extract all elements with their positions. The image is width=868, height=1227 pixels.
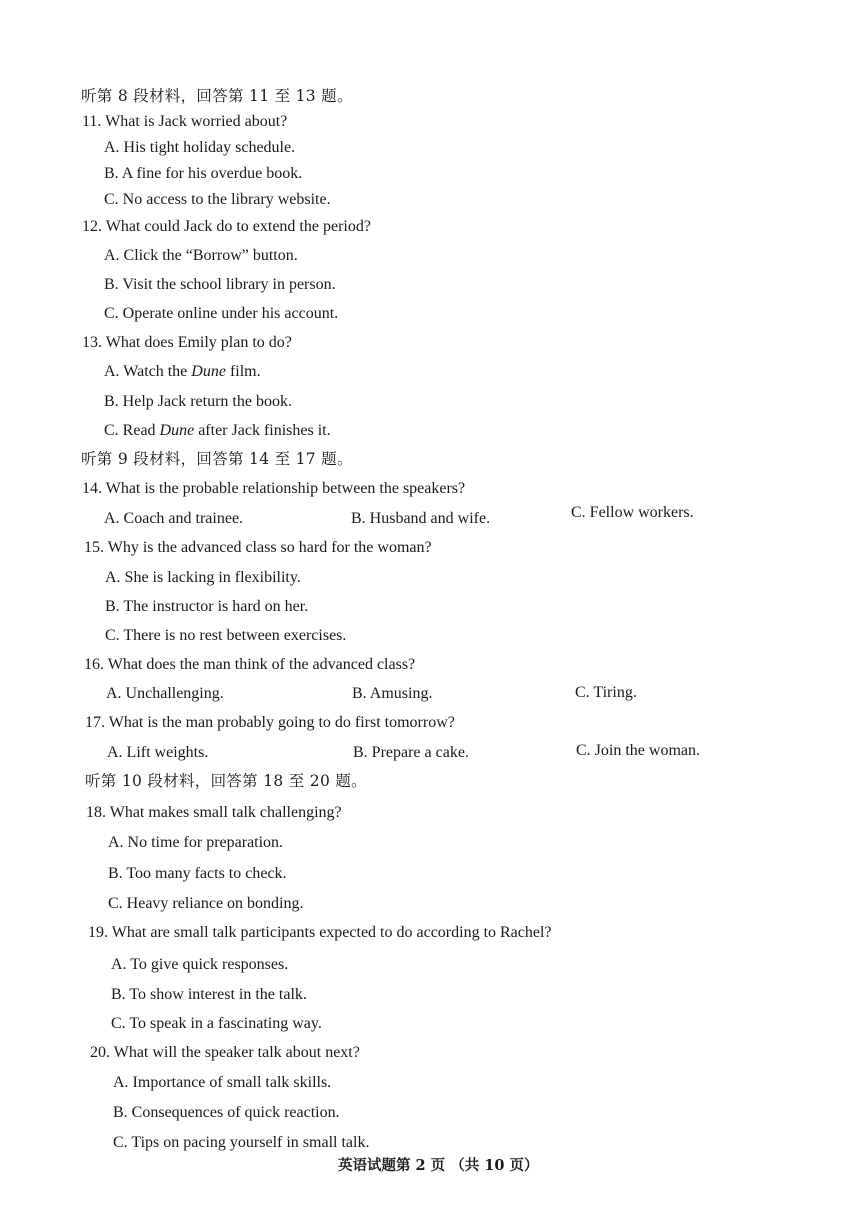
section-heading: 听第 10 段材料，回答第 18 至 20 题。 xyxy=(85,772,367,790)
question-15: 15. Why is the advanced class so hard for the woman? xyxy=(84,539,432,556)
question-11: 11. What is Jack worried about? xyxy=(82,113,288,130)
question-11-option-b: B. A fine for his overdue book. xyxy=(104,165,303,182)
question-17: 17. What is the man probably going to do first tomorrow? xyxy=(85,714,455,731)
question-11-option-a: A. His tight holiday schedule. xyxy=(104,139,296,156)
question-18-option-c: C. Heavy reliance on bonding. xyxy=(108,895,304,912)
question-20-option-a: A. Importance of small talk skills. xyxy=(113,1074,332,1091)
section-heading: 听第 8 段材料，回答第 11 至 13 题。 xyxy=(81,87,353,105)
question-12-option-a: A. Click the “Borrow” button. xyxy=(104,247,298,264)
question-19-option-a: A. To give quick responses. xyxy=(111,956,289,973)
question-13: 13. What does Emily plan to do? xyxy=(82,334,292,351)
question-15-option-a: A. She is lacking in flexibility. xyxy=(105,569,301,586)
page-footer: 英语试题第 2 页 （共 10 页） xyxy=(338,1157,539,1174)
question-18-option-b: B. Too many facts to check. xyxy=(108,865,287,882)
question-15-option-b: B. The instructor is hard on her. xyxy=(105,598,309,615)
question-14-option-b: B. Husband and wife. xyxy=(351,510,491,527)
question-19-option-b: B. To show interest in the talk. xyxy=(111,986,307,1003)
question-18: 18. What makes small talk challenging? xyxy=(86,804,342,821)
question-17-option-b: B. Prepare a cake. xyxy=(353,744,469,761)
question-19-option-c: C. To speak in a fascinating way. xyxy=(111,1015,322,1032)
question-16-option-c: C. Tiring. xyxy=(575,684,637,701)
question-12-option-b: B. Visit the school library in person. xyxy=(104,276,336,293)
question-11-option-c: C. No access to the library website. xyxy=(104,191,331,208)
section-heading: 听第 9 段材料，回答第 14 至 17 题。 xyxy=(81,450,353,468)
question-14: 14. What is the probable relationship between the speakers? xyxy=(82,480,466,497)
question-17-option-a: A. Lift weights. xyxy=(107,744,209,761)
question-12: 12. What could Jack do to extend the period? xyxy=(82,218,371,235)
question-20: 20. What will the speaker talk about next? xyxy=(90,1044,360,1061)
question-13-option-c: C. Read Dune after Jack finishes it. xyxy=(104,422,331,439)
question-17-option-c: C. Join the woman. xyxy=(576,742,700,759)
question-19: 19. What are small talk participants expected to do according to Rachel? xyxy=(88,924,552,941)
question-13-option-b: B. Help Jack return the book. xyxy=(104,393,292,410)
question-14-option-c: C. Fellow workers. xyxy=(571,504,694,521)
question-20-option-b: B. Consequences of quick reaction. xyxy=(113,1104,340,1121)
question-20-option-c: C. Tips on pacing yourself in small talk. xyxy=(113,1134,370,1151)
question-15-option-c: C. There is no rest between exercises. xyxy=(105,627,347,644)
question-18-option-a: A. No time for preparation. xyxy=(108,834,284,851)
question-16-option-a: A. Unchallenging. xyxy=(106,685,224,702)
question-12-option-c: C. Operate online under his account. xyxy=(104,305,339,322)
question-16: 16. What does the man think of the advanced class? xyxy=(84,656,416,673)
question-16-option-b: B. Amusing. xyxy=(352,685,433,702)
question-14-option-a: A. Coach and trainee. xyxy=(104,510,244,527)
question-13-option-a: A. Watch the Dune film. xyxy=(104,363,261,380)
